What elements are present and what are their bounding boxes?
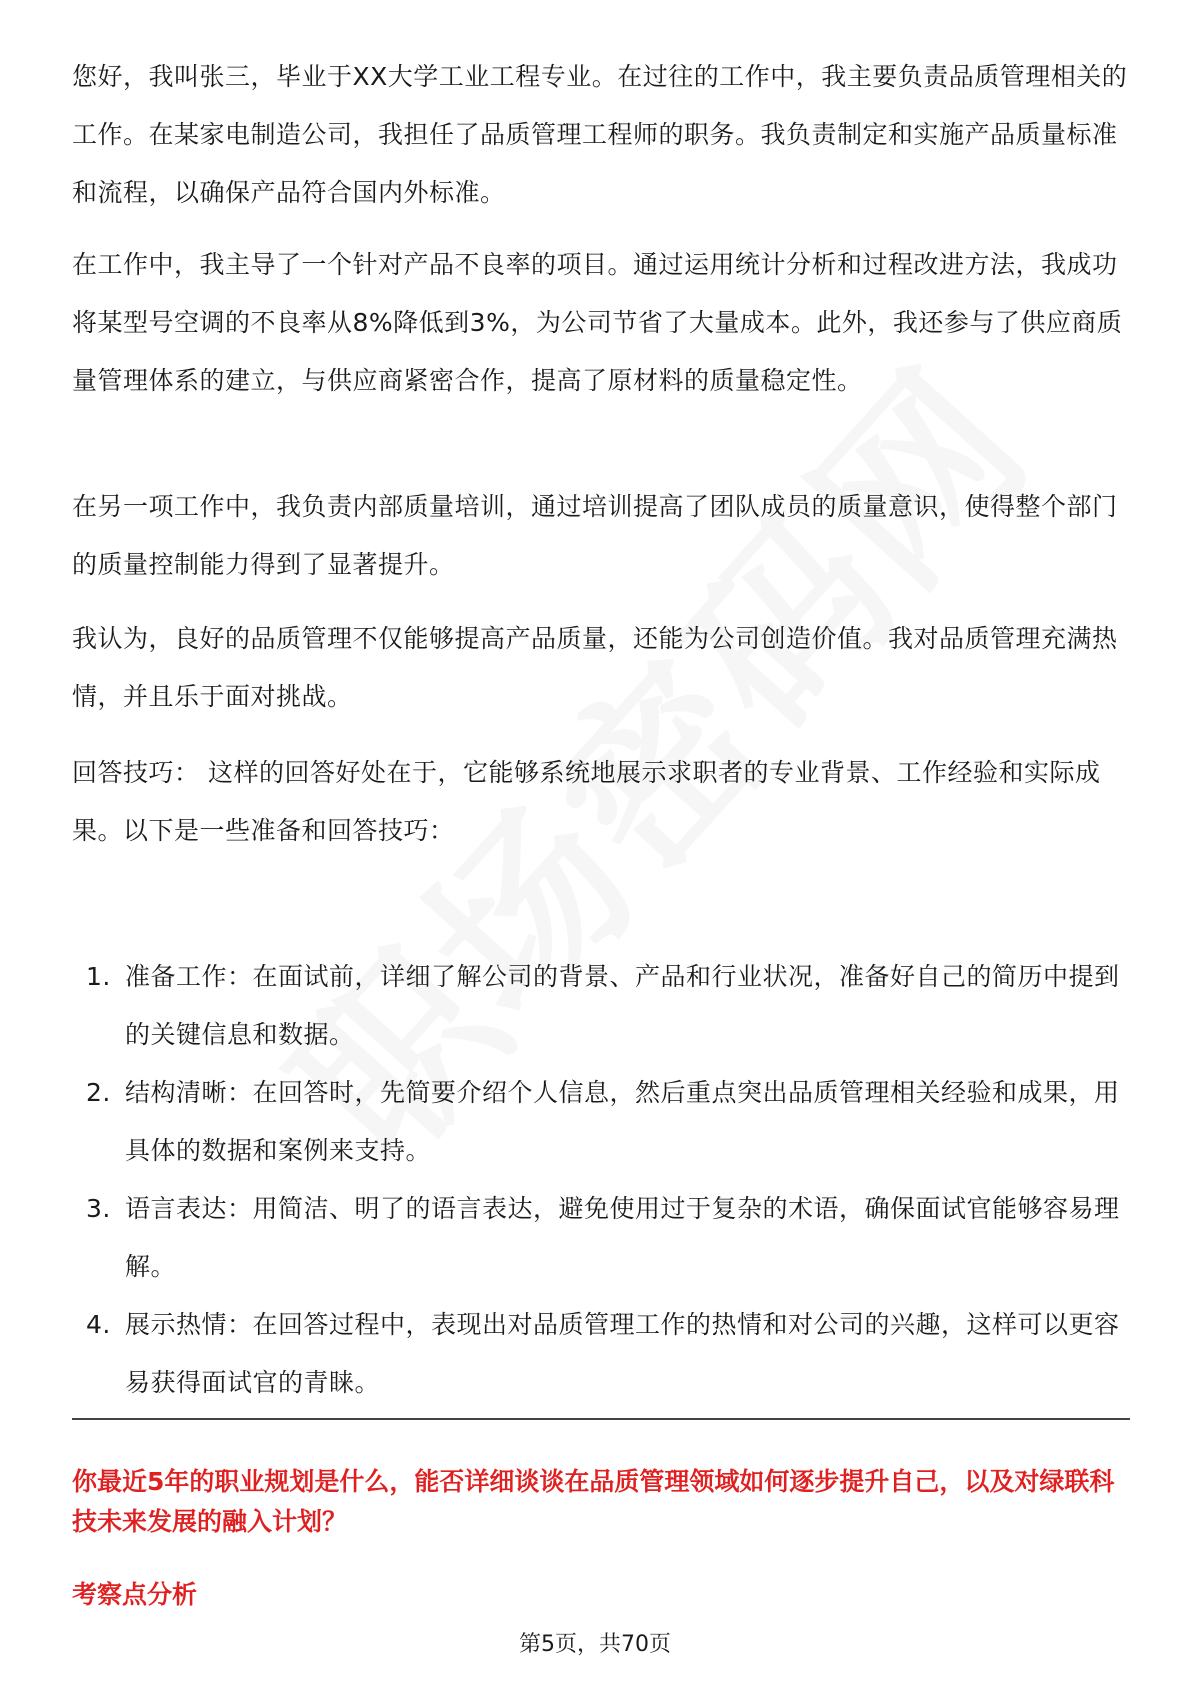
paragraph-project: 在工作中，我主导了一个针对产品不良率的项目。通过运用统计分析和过程改进方法，我成功将某型号空调的不良率从8%降低到3%，为公司节省了大量成本。此外，我还参与了供应商质量管理体系的建立，与供应商紧密合作，提高了原材料的质量稳定性。 — [72, 250, 1123, 395]
section-heading: 考察点分析 — [72, 1580, 198, 1609]
list-item — [72, 1064, 1130, 1180]
list-item — [72, 948, 1130, 1064]
list-item-number: 3. — [86, 1194, 111, 1223]
list-item — [72, 1296, 1130, 1412]
page-footer: 第5页，共70页 — [519, 1632, 671, 1657]
paragraph-conclusion: 我认为，良好的品质管理不仅能够提高产品质量，还能为公司创造价值。我对品质管理充满热情，并且乐于面对挑战。 — [72, 624, 1118, 711]
paragraph-training: 在另一项工作中，我负责内部质量培训，通过培训提高了团队成员的质量意识，使得整个部门的质量控制能力得到了显著提升。 — [72, 492, 1118, 579]
list-item-number: 2. — [86, 1078, 111, 1107]
tips-list — [72, 948, 1130, 1412]
section-divider — [72, 1418, 1130, 1420]
interview-question: 你最近5年的职业规划是什么，能否详细谈谈在品质管理领域如何逐步提升自己，以及对绿联科技未来发展的融入计划？ — [72, 1467, 1115, 1536]
paragraph-intro: 您好，我叫张三，毕业于XX大学工业工程专业。在过往的工作中，我主要负责品质管理相关的工作。在某家电制造公司，我担任了品质管理工程师的职务。我负责制定和实施产品质量标准和流程，以确保产品符合国内外标准。 — [72, 62, 1128, 207]
list-item — [72, 1180, 1130, 1296]
list-item-text: 结构清晰：在回答时，先简要介绍个人信息，然后重点突出品质管理相关经验和成果，用具体的数据和案例来支持。 — [125, 1078, 1120, 1165]
paragraph-answer-tips: 回答技巧： 这样的回答好处在于，它能够系统地展示求职者的专业背景、工作经验和实际成果。以下是一些准备和回答技巧： — [72, 758, 1101, 845]
list-item-text: 准备工作：在面试前，详细了解公司的背景、产品和行业状况，准备好自己的简历中提到的关键信息和数据。 — [125, 962, 1120, 1049]
list-item-text: 展示热情：在回答过程中，表现出对品质管理工作的热情和对公司的兴趣，这样可以更容易获得面试官的青睐。 — [125, 1310, 1120, 1397]
list-item-number: 4. — [86, 1310, 111, 1339]
list-item-number: 1. — [86, 962, 111, 991]
list-item-text: 语言表达：用简洁、明了的语言表达，避免使用过于复杂的术语，确保面试官能够容易理解。 — [125, 1194, 1120, 1281]
